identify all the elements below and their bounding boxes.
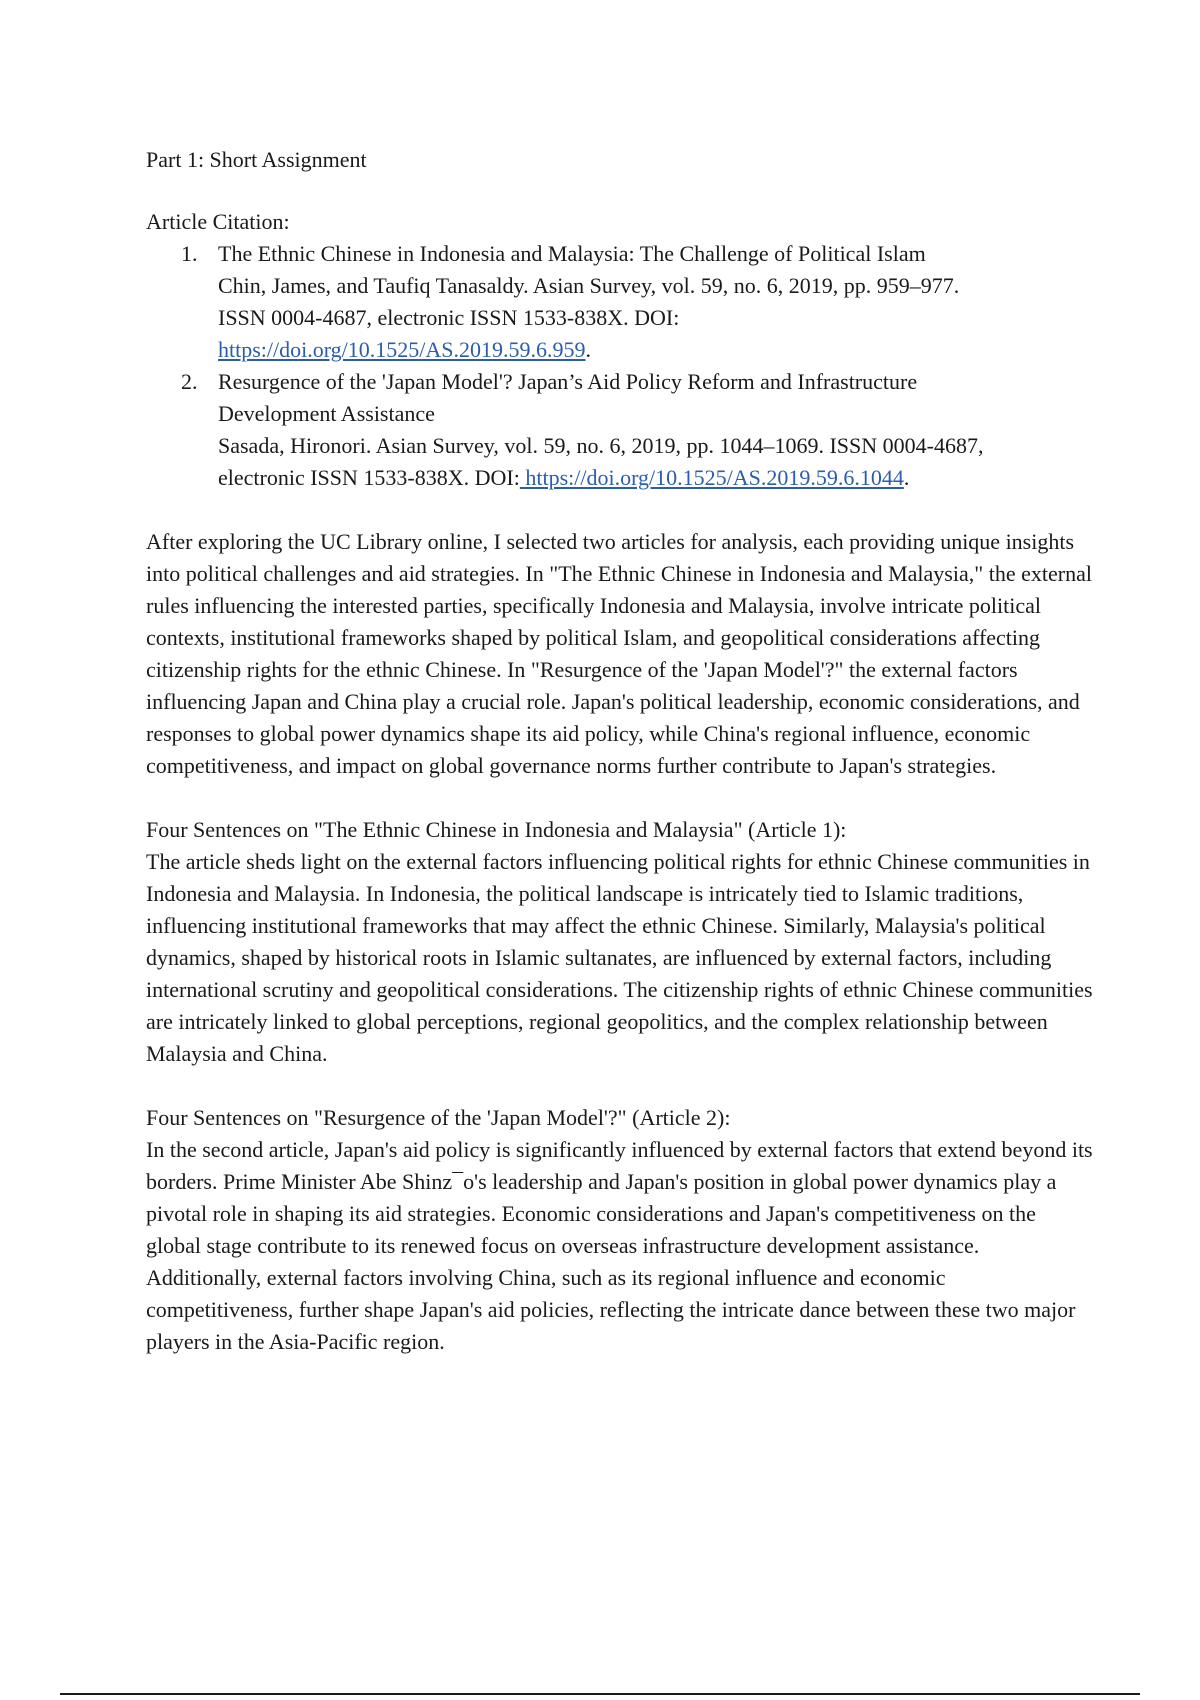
page-bottom-rule (60, 1693, 1140, 1695)
citation-authors: Chin, James, and Taufiq Tanasaldy. Asian Survey, vol. 59, no. 6, 2019, pp. 959–977. (218, 273, 960, 298)
doi-link[interactable]: https://doi.org/10.1525/AS.2019.59.6.1044 (519, 465, 904, 490)
article2-paragraph: In the second article, Japan's aid policy is significantly influenced by external factors that extend beyond its borders. Prime Minister Abe Shinz¯o's leadership and Japan's position in global power dynamics play a pivotal role in shaping its aid strategies. Economic considerations and Japan's competitiveness on the global stage contribute to its renewed focus on overseas infrastructure development assistance. Additionally, external factors involving China, such as its regional influence and economic competitiveness, further shape Japan's aid policies, reflecting the intricate dance between these two major players in the Asia-Pacific region. (146, 1137, 1093, 1354)
citation-title: Resurgence of the 'Japan Model'? Japan’s Aid Policy Reform and Infrastructure (218, 369, 918, 394)
citation-authors: Sasada, Hironori. Asian Survey, vol. 59, no. 6, 2019, pp. 1044–1069. ISSN 0004-4687, (218, 433, 984, 458)
spacer (146, 494, 1096, 526)
citation-label: Article Citation: (146, 209, 290, 234)
page-heading: Part 1: Short Assignment (146, 147, 367, 172)
spacer (146, 782, 1096, 814)
citation-item-2 (181, 366, 1096, 494)
document-body (146, 144, 1096, 1358)
citation-issn: electronic ISSN 1533-838X. DOI: (218, 465, 520, 490)
doi-suffix: . (585, 337, 592, 362)
article2-heading: Four Sentences on "Resurgence of the 'Japan Model'?" (Article 2): (146, 1105, 731, 1130)
intro-paragraph: After exploring the UC Library online, I selected two articles for analysis, each providing unique insights into political challenges and aid strategies. In "The Ethnic Chinese in Indonesia and Malaysia," the external rules influencing the interested parties, specifically Indonesia and Malaysia, involve intricate political contexts, institutional frameworks shaped by political Islam, and geopolitical considerations affecting citizenship rights for the ethnic Chinese. In "Resurgence of the 'Japan Model'?" the external factors influencing Japan and China play a crucial role. Japan's political leadership, economic considerations, and responses to global power dynamics shape its aid policy, while China's regional influence, economic competitiveness, and impact on global governance norms further contribute to Japan's strategies. (146, 529, 1092, 778)
doi-suffix: . (903, 465, 910, 490)
citation-list (146, 238, 1096, 494)
article1-paragraph: The article sheds light on the external factors influencing political rights for ethnic Chinese communities in Indonesia and Malaysia. In Indonesia, the political landscape is intricately tied to Islamic traditions, influencing institutional frameworks that may affect the ethnic Chinese. Similarly, Malaysia's political dynamics, shaped by historical roots in Islamic sultanates, are influenced by external factors, including international scrutiny and geopolitical considerations. The citizenship rights of ethnic Chinese communities are intricately linked to global perceptions, regional geopolitics, and the complex relationship between Malaysia and China. (146, 849, 1093, 1066)
citation-issn: ISSN 0004-4687, electronic ISSN 1533-838X. DOI: (218, 305, 680, 330)
doi-link[interactable]: https://doi.org/10.1525/AS.2019.59.6.959 (218, 337, 586, 362)
spacer (146, 1070, 1096, 1102)
citation-number: 1. (181, 241, 198, 266)
citation-item-1 (181, 238, 1096, 366)
article1-heading: Four Sentences on "The Ethnic Chinese in Indonesia and Malaysia" (Article 1): (146, 817, 847, 842)
citation-title: The Ethnic Chinese in Indonesia and Malaysia: The Challenge of Political Islam (218, 241, 926, 266)
citation-number: 2. (181, 369, 198, 394)
citation-title-continued: Development Assistance (218, 401, 435, 426)
